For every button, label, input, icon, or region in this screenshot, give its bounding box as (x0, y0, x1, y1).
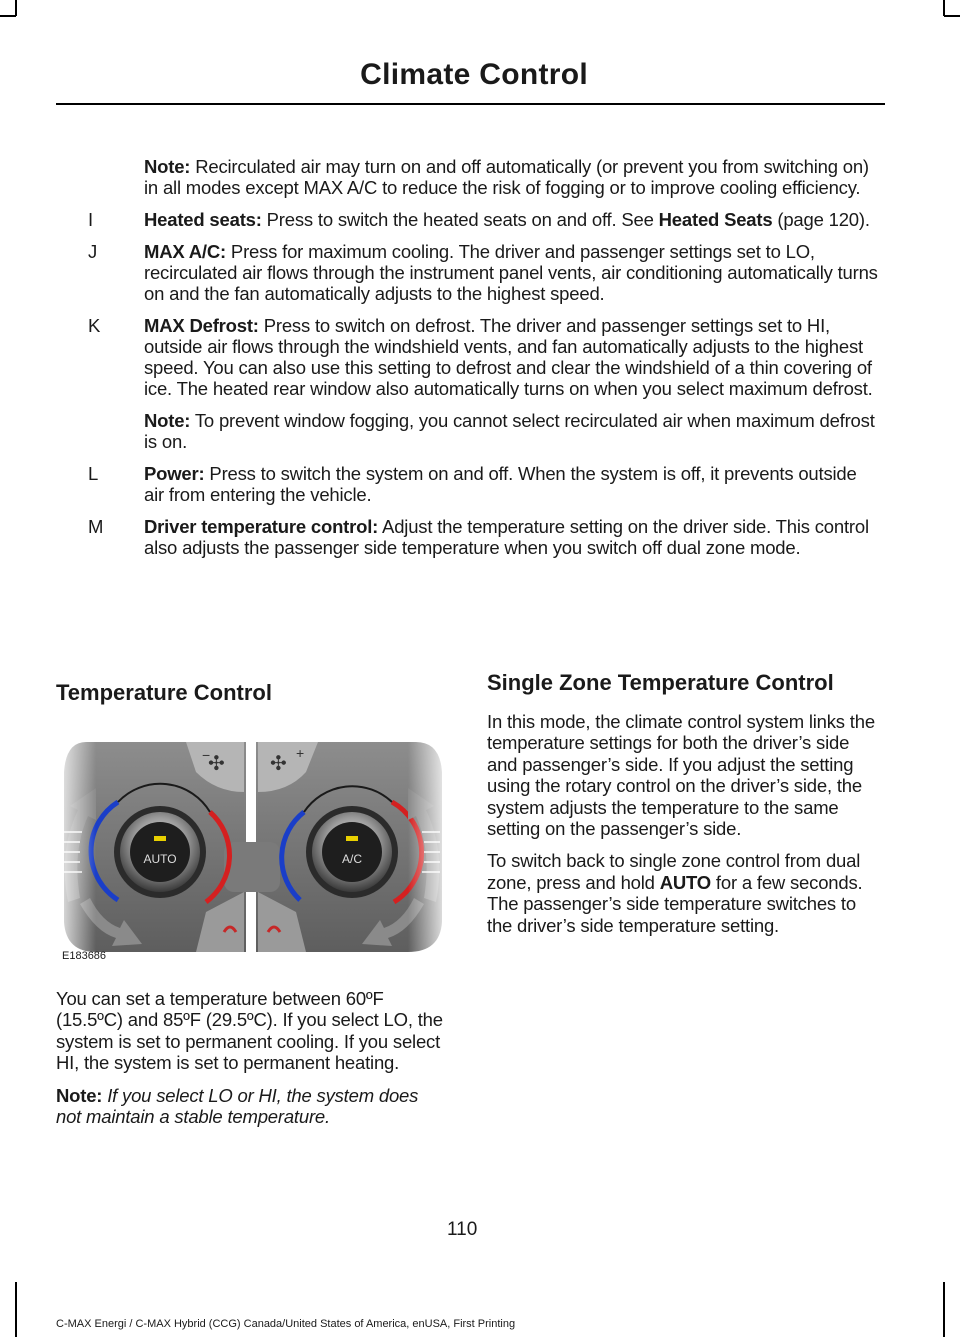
item-letter: L (88, 463, 99, 484)
item-text: Driver temperature control: Adjust the temperature setting on the driver side. This control also adjusts the passenger side temperature when you switch off dual zone mode. (144, 516, 869, 558)
section-heading: Single Zone Temperature Control (487, 670, 834, 695)
minus-icon: − (202, 747, 211, 763)
list-item (56, 463, 880, 505)
list-item (56, 209, 880, 230)
item-letter (56, 410, 144, 452)
item-letter: I (88, 209, 94, 230)
page-number: 110 (447, 1219, 478, 1240)
climate-panel-photo (56, 732, 448, 962)
fan-icon: ✣ (208, 751, 225, 775)
temperature-range-paragraph: You can set a temperature between 60ºF (15.5ºC) and 85ºF (29.5ºC). If you select LO, the system is set to permanent cooling. If you select HI, the system is set to permanent heating. (56, 988, 443, 1074)
crop-mark (0, 15, 16, 17)
indicator-light (154, 836, 166, 841)
fan-icon: ✣ (270, 751, 287, 775)
item-text: MAX A/C: Press for maximum cooling. The driver and passenger settings set to LO, recirculated air flows through the instrument panel vents, air conditioning automatically turns on and the fan automatically adjusts to the highest speed. (144, 241, 878, 304)
crop-mark (15, 1282, 17, 1337)
crop-mark (15, 0, 17, 16)
item-text: Note: To prevent window fogging, you cannot select recirculated air when maximum defrost is on. (144, 410, 875, 452)
list-item (56, 315, 880, 399)
list-item (56, 516, 880, 558)
temperature-control-section (56, 680, 448, 1138)
list-item (56, 156, 880, 198)
item-text: Power: Press to switch the system on and off. When the system is off, it prevents outside air from entering the vehicle. (144, 463, 857, 505)
item-text: Heated seats: Press to switch the heated seats on and off. See Heated Seats (page 120). (144, 209, 870, 230)
section-heading: Temperature Control (56, 680, 272, 705)
climate-panel-illustration (56, 732, 448, 962)
header-rule (56, 103, 885, 105)
temperature-note: Note: If you select LO or HI, the system does not maintain a stable temperature. (56, 1084, 419, 1128)
crop-mark (944, 15, 960, 17)
item-letter (56, 156, 144, 198)
list-item (56, 241, 880, 304)
list-item (56, 410, 880, 452)
item-text: MAX Defrost: Press to switch on defrost. The driver and passenger settings set to HI, outside air flows through the windshield vents, and fan automatically adjusts to the highest speed. You can also use this setting to defrost and clear the windshield of a thin covering of ice. The heated rear window also automatically turns on when you select maximum defrost. (144, 315, 873, 399)
single-zone-switch-paragraph: To switch back to single zone control from dual zone, press and hold AUTO for a few seconds. The passenger’s side temperature switches to the driver’s side temperature setting. (487, 850, 863, 936)
crop-mark (943, 0, 945, 16)
item-letter: K (88, 315, 101, 336)
footer-text: C-MAX Energi / C-MAX Hybrid (CCG) Canada/United States of America, enUSA, First Printing (56, 1318, 516, 1330)
item-letter: J (88, 241, 98, 262)
ac-knob-label: A/C (341, 852, 363, 866)
auto-knob-label: AUTO (143, 852, 177, 866)
crop-mark (943, 1282, 945, 1337)
item-text: Note: Recirculated air may turn on and off automatically (or prevent you from switching on) in all modes except MAX A/C to reduce the risk of fogging or to improve cooling efficiency. (144, 156, 869, 198)
cross-reference-link[interactable]: Heated Seats (658, 209, 773, 230)
plus-icon: + (296, 745, 305, 761)
single-zone-paragraph: In this mode, the climate control system links the temperature settings for both the driver’s side and passenger’s side. If you adjust the setting using the rotary control on the driver’s side, the system adjusts the temperature to the same setting on the passenger’s side. (487, 711, 875, 840)
page-title: Climate Control (360, 58, 588, 91)
control-item-list (56, 156, 880, 569)
item-letter: M (88, 516, 104, 537)
indicator-light (346, 836, 358, 841)
single-zone-section (487, 670, 881, 947)
image-code: E183686 (62, 950, 107, 962)
center-button-shape (224, 842, 280, 892)
